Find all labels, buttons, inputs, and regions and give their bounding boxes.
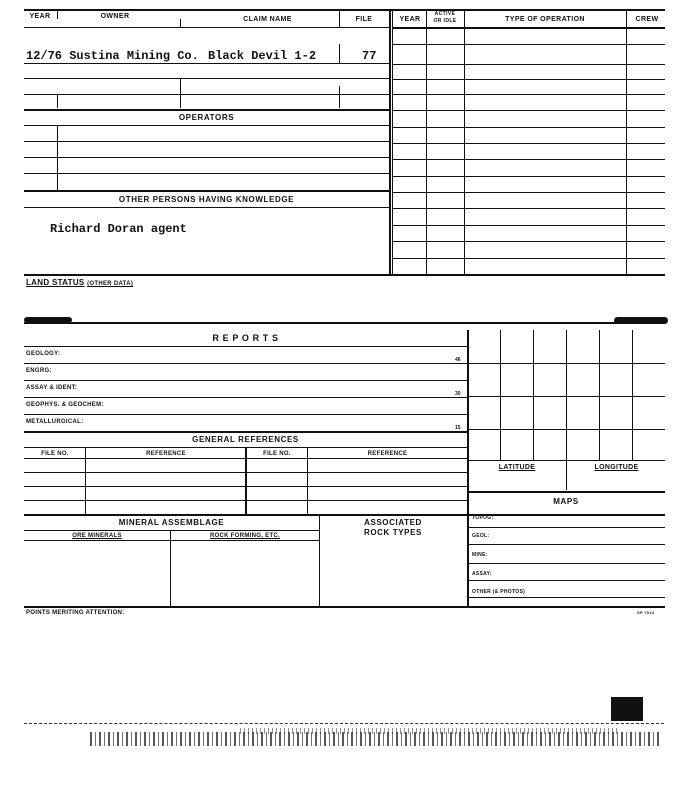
header-owner: OWNER <box>100 13 130 20</box>
maps-row: TOPOG: <box>472 515 494 521</box>
header-underline <box>392 27 665 29</box>
mineral-assemblage-title: MINERAL ASSEMBLAGE <box>118 518 225 527</box>
maps-row: ASSAY: <box>472 571 492 577</box>
claim-entry: Black Devil 1-2 <box>208 49 317 63</box>
row-line <box>467 544 665 545</box>
header-year: YEAR <box>29 13 51 20</box>
row-line <box>392 225 665 226</box>
grid-line <box>566 330 567 490</box>
row-line <box>24 380 467 381</box>
operators-title: OPERATORS <box>178 113 235 122</box>
header-crew: CREW <box>635 16 659 23</box>
row-line <box>392 94 665 95</box>
grid-line <box>533 330 534 460</box>
row-line <box>392 192 665 193</box>
reports-row-num: 30 <box>455 391 461 397</box>
row-line <box>24 514 665 516</box>
header-active-1: ACTIVE <box>434 11 456 17</box>
header-type-of-operation: TYPE OF OPERATION <box>505 16 585 23</box>
row-line <box>24 431 467 433</box>
maps-row: OTHER (& PHOTOS) <box>472 589 526 595</box>
rock-types-label: ROCK TYPES <box>363 528 422 537</box>
latitude-label: LATITUDE <box>498 464 536 471</box>
reports-title: R E P O R T S <box>212 333 279 343</box>
divider <box>339 11 340 27</box>
reports-top-border <box>24 322 665 324</box>
reports-row-label: GEOPHYS. & GEOCHEM: <box>26 402 104 408</box>
scan-mark <box>611 697 643 721</box>
maps-title: MAPS <box>553 497 579 506</box>
owner-entry: 12/76 Sustina Mining Co. <box>26 49 199 63</box>
divider <box>339 44 340 64</box>
longitude-label: LONGITUDE <box>594 464 639 471</box>
col-reference: REFERENCE <box>367 451 408 457</box>
land-status-text: LAND STATUS <box>26 278 85 287</box>
row-line <box>467 580 665 581</box>
land-status-sub: (OTHER DATA) <box>87 281 134 287</box>
row-line <box>392 176 665 177</box>
row-line <box>392 79 665 80</box>
form-code: SP 7012 <box>637 610 655 615</box>
maps-row: MINE: <box>472 552 488 558</box>
grid-line <box>467 491 665 493</box>
points-meriting-attention: POINTS MERITING ATTENTION: <box>26 610 125 616</box>
grid-line <box>632 330 633 460</box>
row-line <box>24 141 389 142</box>
row-line <box>392 241 665 242</box>
col-file-no: FILE NO. <box>263 451 291 457</box>
ore-minerals-label: ORE MINERALS <box>72 533 122 539</box>
row-line <box>24 94 389 95</box>
row-line <box>467 597 665 598</box>
grid-line <box>500 330 501 460</box>
grid-line <box>467 429 665 430</box>
row-line <box>392 64 665 65</box>
rock-forming-label: ROCK FORMING, ETC. <box>209 533 281 539</box>
row-line <box>24 190 389 192</box>
reports-row-num: 46 <box>455 357 461 363</box>
header-claim-name: CLAIM NAME <box>243 16 292 23</box>
divider <box>57 94 58 108</box>
top-block-bottom <box>24 274 665 276</box>
divider <box>57 9 58 19</box>
divider <box>85 447 86 514</box>
maps-row: GEOL: <box>472 533 490 539</box>
grid-line <box>467 363 665 364</box>
row-line <box>24 109 389 111</box>
grid-line <box>467 460 665 461</box>
header-year-2: YEAR <box>399 16 421 23</box>
row-line <box>392 44 665 45</box>
row-line <box>392 110 665 111</box>
grid-line <box>599 330 600 460</box>
header-underline <box>24 27 389 28</box>
grid-line <box>467 396 665 397</box>
col-file-no: FILE NO. <box>41 451 69 457</box>
reports-row-label: GEOLOGY: <box>26 351 61 357</box>
col-reference: REFERENCE <box>146 451 186 457</box>
row-line <box>24 207 389 208</box>
divider <box>180 19 181 27</box>
associated-label: ASSOCIATED <box>364 518 422 527</box>
divider <box>57 125 58 190</box>
divider <box>180 78 181 108</box>
top-border <box>24 9 665 11</box>
header-file: FILE <box>355 16 373 23</box>
row-line <box>24 414 467 415</box>
row-line <box>392 127 665 128</box>
main-divider <box>389 9 391 276</box>
row-line <box>392 258 665 259</box>
scan-noise <box>90 732 662 746</box>
row-line <box>24 540 319 541</box>
row-line <box>24 530 319 531</box>
row-line <box>24 397 467 398</box>
row-line <box>24 173 389 174</box>
divider <box>339 86 340 108</box>
other-persons-entry: Richard Doran agent <box>50 222 187 236</box>
reports-row-num: 15 <box>455 425 461 431</box>
row-line <box>392 143 665 144</box>
header-active-2: OR IDLE <box>433 18 457 24</box>
row-line <box>24 125 389 126</box>
row-line <box>467 563 665 564</box>
row-line <box>24 346 467 347</box>
row-line <box>24 78 389 79</box>
file-entry: 77 <box>362 49 377 63</box>
scan-line <box>24 723 664 724</box>
reports-right-divider <box>467 330 469 606</box>
reports-row-label: ENGRG: <box>26 368 52 374</box>
row-line <box>392 208 665 209</box>
general-references-title: GENERAL REFERENCES <box>192 435 299 444</box>
row-line <box>392 159 665 160</box>
other-persons-title: OTHER PERSONS HAVING KNOWLEDGE <box>118 195 295 204</box>
scan-noise <box>240 728 620 734</box>
row-line <box>24 63 389 64</box>
divider <box>307 447 308 514</box>
row-line <box>467 527 665 528</box>
divider <box>245 447 247 514</box>
reports-row-label: ASSAY & IDENT: <box>26 385 78 391</box>
divider <box>170 530 171 606</box>
land-status-label <box>26 278 133 287</box>
footer-border <box>24 606 665 608</box>
reports-row-label: METALLURGICAL: <box>26 419 84 425</box>
row-line <box>24 157 389 158</box>
row-line <box>24 363 467 364</box>
